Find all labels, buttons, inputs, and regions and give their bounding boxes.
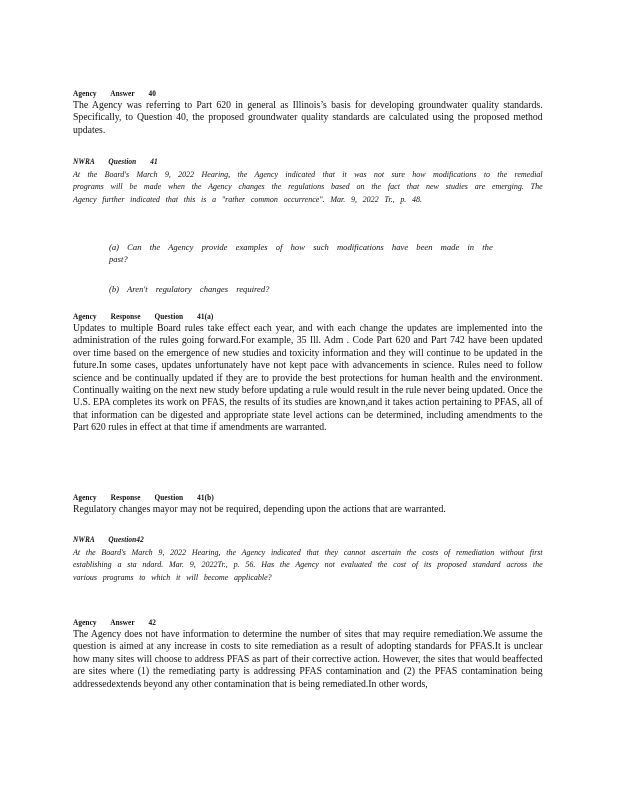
question-41a-text: (a) Can the Agency provide examples of how such modifications have been made in the past? (109, 242, 493, 265)
section-header: Agency Answer 40 (73, 88, 156, 98)
section-header: NWRA Question42 (73, 534, 144, 544)
agency-answer-42 (73, 617, 543, 691)
question-text: At the Board's March 9, 2022 Hearing, the Agency indicated that it was not sure how modifications to the remedial programs will be made when the Agency changes the regulations based on the fact that new studies are emerging. The Agency further indicated that this is a "rather common occurrence". Mar. 9, 2022 Tr., p. 48. (73, 169, 543, 204)
nwra-question-42 (73, 534, 543, 583)
response-text: Regulatory changes mayor may not be required, depending upon the actions that are warranted. (73, 504, 446, 515)
section-header: Agency Answer 42 (73, 617, 156, 627)
answer-text: The Agency was referring to Part 620 in general as Illinois’s basis for developing groundwater quality standards. Specifically, to Question 40, the proposed groundwater quality standards are calculated using the proposed method updates. (73, 100, 543, 136)
nwra-question-41 (73, 156, 543, 205)
section-header: Agency Response Question 41(a) (73, 311, 214, 321)
agency-response-41a (73, 311, 543, 435)
agency-answer-40 (73, 88, 543, 137)
section-header: Agency Response Question 41(b) (73, 492, 214, 502)
answer-text: The Agency does not have information to determine the number of sites that may require remediation.We assume the question is aimed at any increase in costs to site remediation as a result of adopting standards for PFAS.It is unclear how many sites will choose to address PFAS as part of their corrective action. However, the sites that would beaffected are sites where (1) the remediating party is addressing PFAS contamination and (2) the PFAS contamination being addressedextends beyond any other contamination that is being remediated.In other words, (73, 629, 543, 690)
section-header: NWRA Question 41 (73, 156, 158, 166)
agency-response-41b (73, 492, 543, 516)
response-text: Updates to multiple Board rules take effect each year, and with each change the updates are implemented into the administration of the rules going forward.For example, 35 Ill. Adm . Code Part 620 and Part 742 have been updated over time based on the emergence of new studies and toxicity information and they will continue to be updated in the future.In some cases, updates unfortunately have not kept pace with advancements in science. Rules need to follow science and be continually updated if they are to provide the best protections for human health and the environment. Continually waiting on the next new study before updating a rule would result in the rule never being updated. Once the U.S. EPA completes its work on PFAS, the results of its studies are known,and it takes action pertaining to PFAS, all of that information can be digested and appropriate state level actions can be determined, including amendments to the Part 620 rules in effect at that time if amendments are warranted. (73, 323, 543, 434)
question-41b-text: (b) Aren't regulatory changes required? (109, 284, 270, 294)
question-text: At the Board's March 9, 2022 Hearing, the Agency indicated that they cannot ascertain the costs of remediation without first establishing a sta ndard. Mar. 9, 2022Tr., p. 56. Has the Agency not evaluated the cost of its proposed standard across the various programs to which it will become applicable? (73, 547, 543, 582)
